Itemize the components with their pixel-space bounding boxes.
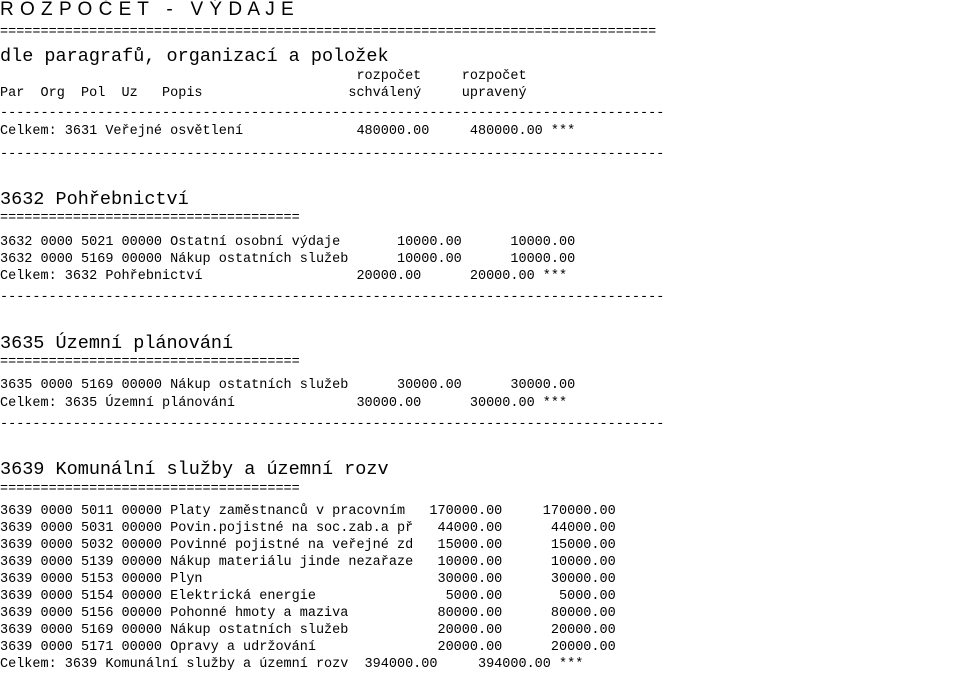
total-row-3639: Celkem: 3639 Komunální služby a územní rozv 394000.00 394000.00 ***: [0, 657, 584, 672]
table-row: 3639 0000 5153 00000 Plyn 30000.00 30000.00: [0, 572, 616, 587]
dash-rule: ----------------------------------------------------------------------------------: [0, 150, 665, 160]
section-heading-3635: 3635 Územní plánování: [0, 333, 234, 354]
total-row-3635: Celkem: 3635 Územní plánování 30000.00 30000.00 ***: [0, 396, 568, 411]
section-heading-3632: 3632 Pohřebnictví: [0, 189, 189, 210]
report-subtitle: dle paragrafů, organizací a položek: [0, 46, 389, 67]
table-row: 3639 0000 5169 00000 Nákup ostatních služeb 20000.00 20000.00: [0, 623, 616, 638]
report-title: R O Z P O Č E T - V Ý D A J E: [0, 0, 295, 20]
column-header-line-2: Par Org Pol Uz Popis schválený upravený: [0, 86, 527, 101]
total-row-3631: Celkem: 3631 Veřejné osvětlení 480000.00 480000.00 ***: [0, 124, 576, 139]
table-row: 3635 0000 5169 00000 Nákup ostatních služeb 30000.00 30000.00: [0, 378, 576, 393]
table-row: 3639 0000 5032 00000 Povinné pojistné na veřejné zd 15000.00 15000.00: [0, 538, 616, 553]
section-heading-3639: 3639 Komunální služby a územní rozv: [0, 459, 389, 480]
dash-rule: ----------------------------------------------------------------------------------: [0, 293, 665, 303]
double-rule: =================================================================================: [0, 28, 657, 38]
section-double-rule: =====================================: [0, 211, 300, 226]
section-double-rule: =====================================: [0, 482, 300, 497]
total-row-3632: Celkem: 3632 Pohřebnictví 20000.00 20000.00 ***: [0, 269, 568, 284]
dash-rule: ----------------------------------------------------------------------------------: [0, 420, 665, 430]
table-row: 3639 0000 5156 00000 Pohonné hmoty a maziva 80000.00 80000.00: [0, 606, 616, 621]
table-row: 3639 0000 5011 00000 Platy zaměstnanců v pracovním 170000.00 170000.00: [0, 504, 616, 519]
table-row: 3632 0000 5169 00000 Nákup ostatních služeb 10000.00 10000.00: [0, 252, 576, 267]
table-row: 3639 0000 5171 00000 Opravy a udržování 20000.00 20000.00: [0, 640, 616, 655]
dash-rule: ----------------------------------------------------------------------------------: [0, 109, 665, 119]
section-double-rule: =====================================: [0, 355, 300, 370]
table-row: 3639 0000 5139 00000 Nákup materiálu jinde nezařaze 10000.00 10000.00: [0, 555, 616, 570]
table-row: 3639 0000 5031 00000 Povin.pojistné na soc.zab.a př 44000.00 44000.00: [0, 521, 616, 536]
table-row: 3632 0000 5021 00000 Ostatní osobní výdaje 10000.00 10000.00: [0, 235, 576, 250]
table-row: 3639 0000 5154 00000 Elektrická energie 5000.00 5000.00: [0, 589, 616, 604]
column-header-line-1: rozpočet rozpočet: [0, 69, 527, 84]
